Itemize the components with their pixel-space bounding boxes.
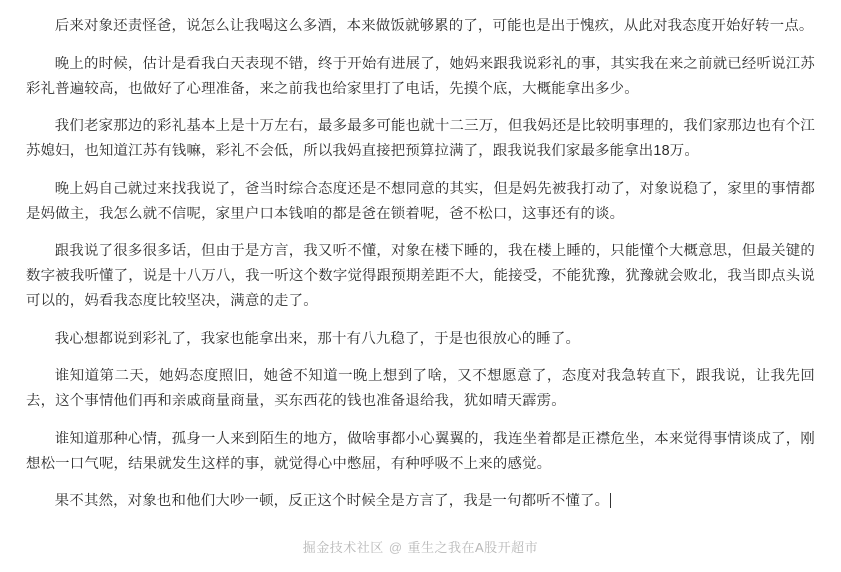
footer-separator: @ bbox=[388, 540, 403, 555]
paragraph: 跟我说了很多很多话，但由于是方言，我又听不懂，对象在楼下睡的，我在楼上睡的，只能懂个大概意思，但最关键的数字被我听懂了，说是十八万八，我一听这个数字觉得跟预期差距不大，能接受，不能犹豫，犹豫就会败北，我当即点头说可以的，妈看我态度比较坚决，满意的走了。 bbox=[26, 243, 815, 309]
article-body bbox=[26, 14, 815, 514]
paragraph: 谁知道那种心情，孤身一人来到陌生的地方，做啥事都小心翼翼的，我连坐着都是正襟危坐，本来觉得事情谈成了，刚想松一口气呢，结果就发生这样的事，就觉得心中憋屈，有种呼吸不上来的感觉。 bbox=[26, 430, 815, 472]
paragraph: 晚上妈自己就过来找我说了，爸当时综合态度还是不想同意的其实，但是妈先被我打动了，对象说稳了，家里的事情都是妈做主，我怎么就不信呢，家里户口本钱咱的都是爸在锁着呢，爸不松口，这事还有的谈。 bbox=[26, 180, 815, 222]
paragraph-text: 果不其然，对象也和他们大吵一顿，反正这个时候全是方言了，我是一句都听不懂了。 bbox=[54, 493, 610, 510]
footer-attribution bbox=[0, 537, 841, 556]
paragraph: 我们老家那边的彩礼基本上是十万左右，最多最多可能也就十二三万，但我妈还是比较明事理的，我们家那边也有个江苏媳妇，也知道江苏有钱嘛，彩礼不会低，所以我妈直接把预算拉满了，跟我说我们家最多能拿出18万。 bbox=[26, 118, 815, 160]
paragraph: 后来对象还责怪爸，说怎么让我喝这么多酒，本来做饭就够累的了，可能也是出于愧疚，从此对我态度开始好转一点。 bbox=[54, 18, 814, 34]
paragraph: 晚上的时候，估计是看我白天表现不错，终于开始有进展了，她妈来跟我说彩礼的事，其实我在来之前就已经听说江苏彩礼普遍较高，也做好了心理准备，来之前我也给家里打了电话，先摸个底，大概能拿出多少。 bbox=[26, 55, 815, 97]
text-cursor bbox=[610, 493, 611, 508]
paragraph: 我心想都说到彩礼了，我家也能拿出来，那十有八九稳了，于是也很放心的睡了。 bbox=[54, 330, 581, 347]
paragraph-last bbox=[26, 489, 815, 514]
footer-author: 重生之我在A股开超市 bbox=[407, 540, 539, 555]
footer-platform: 掘金技术社区 bbox=[302, 540, 384, 555]
paragraph: 谁知道第二天，她妈态度照旧，她爸不知道一晚上想到了啥，又不想愿意了，态度对我急转直下，跟我说，让我先回去，这个事情他们再和亲戚商量商量，买东西花的钱也准备退给我，犹如晴天霹雳。 bbox=[26, 368, 815, 410]
